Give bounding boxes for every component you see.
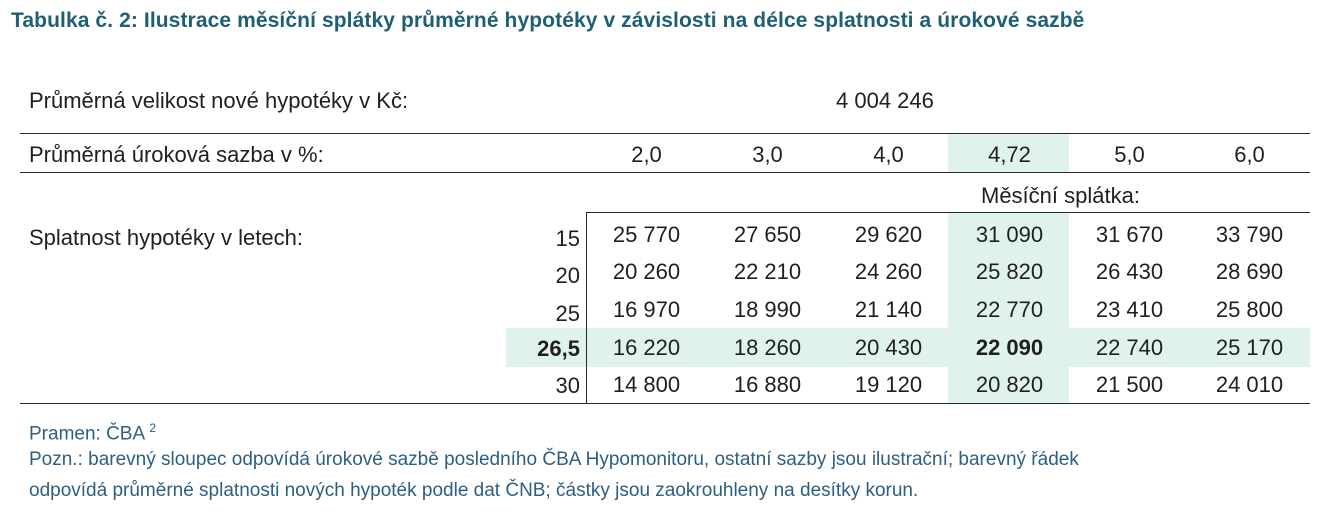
table-cell: 16 880 — [733, 372, 802, 397]
table-cell: 22 740 — [1095, 335, 1164, 360]
table-cell: 14 800 — [612, 372, 681, 397]
row-years: 20 — [555, 263, 580, 288]
table-cell: 31 670 — [1095, 222, 1164, 247]
avg-mortgage-value: 4 004 246 — [836, 88, 934, 113]
table-cell: 31 090 — [975, 222, 1044, 247]
table-cell: 16 970 — [612, 297, 681, 322]
table-cell: 20 260 — [612, 259, 681, 284]
table-cell: 27 650 — [733, 222, 802, 247]
table-cell-intersection: 22 090 — [975, 335, 1044, 360]
rule-top — [20, 133, 1310, 134]
rate-value-highlighted: 4,72 — [988, 142, 1031, 167]
table-title: Tabulka č. 2: Ilustrace měsíční splátky průměrné hypotéky v závislosti na délce splatnosti a úrokové sazbě — [11, 9, 1085, 32]
rate-value: 6,0 — [1234, 142, 1265, 167]
rule-mid — [20, 172, 1310, 173]
table-cell: 25 770 — [612, 222, 681, 247]
row-years: 26,5 — [537, 336, 580, 361]
table-cell: 25 820 — [975, 259, 1044, 284]
table-cell: 26 430 — [1095, 259, 1164, 284]
note-line-2: odpovídá průměrné splatnosti nových hypoték podle dat ČNB; částky jsou zaokrouhleny na desítky korun. — [29, 480, 919, 501]
table-cell: 19 120 — [854, 372, 923, 397]
source-note — [29, 416, 156, 446]
avg-mortgage-label: Průměrná velikost nové hypotéky v Kč: — [29, 88, 409, 113]
row-years: 25 — [555, 301, 580, 326]
maturity-label: Splatnost hypotéky v letech: — [29, 225, 303, 250]
table-cell: 20 820 — [975, 372, 1044, 397]
table-cell: 18 260 — [733, 335, 802, 360]
row-years: 15 — [555, 226, 580, 251]
grid-top-rule — [586, 212, 1310, 213]
table-cell: 18 990 — [733, 297, 802, 322]
rule-bottom — [20, 403, 1310, 404]
table-cell: 24 010 — [1215, 372, 1284, 397]
source-text: Pramen: ČBA — [29, 423, 145, 445]
table-cell: 25 800 — [1215, 297, 1284, 322]
source-footnote-mark: 2 — [149, 421, 157, 435]
table-cell: 23 410 — [1095, 297, 1164, 322]
monthly-payment-label: Měsíční splátka: — [981, 183, 1140, 208]
row-years: 30 — [555, 373, 580, 398]
rate-value: 2,0 — [631, 142, 662, 167]
note-line-1: Pozn.: barevný sloupec odpovídá úrokové sazbě posledního ČBA Hypomonitoru, ostatní sazby jsou ilustrační; barevný řádek — [29, 449, 1079, 470]
rate-label: Průměrná úroková sazba v %: — [29, 142, 324, 167]
table-cell: 16 220 — [612, 335, 681, 360]
table-cell: 25 170 — [1215, 335, 1284, 360]
table-cell: 21 140 — [854, 297, 923, 322]
table-cell: 29 620 — [854, 222, 923, 247]
table-cell: 28 690 — [1215, 259, 1284, 284]
rate-value: 4,0 — [873, 142, 904, 167]
table-cell: 24 260 — [854, 259, 923, 284]
table-cell: 20 430 — [854, 335, 923, 360]
table-cell: 22 770 — [975, 297, 1044, 322]
rate-value: 5,0 — [1114, 142, 1145, 167]
rate-value: 3,0 — [752, 142, 783, 167]
table-cell: 33 790 — [1215, 222, 1284, 247]
table-cell: 21 500 — [1095, 372, 1164, 397]
table-cell: 22 210 — [733, 259, 802, 284]
